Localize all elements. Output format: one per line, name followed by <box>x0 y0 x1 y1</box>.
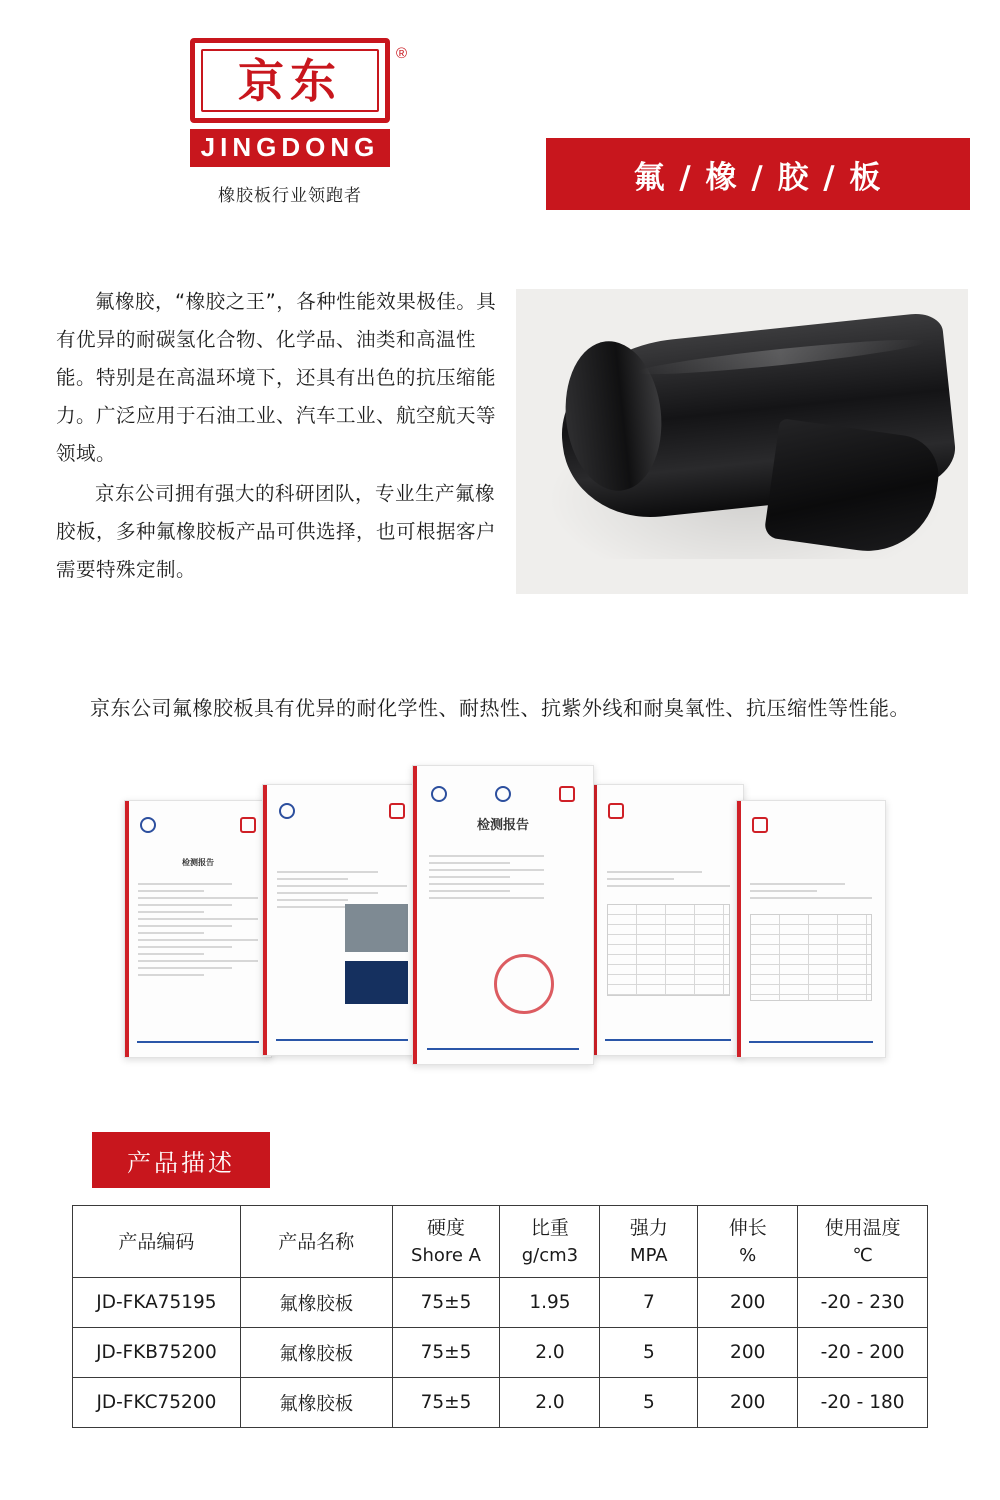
certificate-accent-bar <box>413 766 417 1064</box>
cell-temperature: -20 - 180 <box>798 1378 928 1428</box>
certificate-photo <box>345 904 408 953</box>
column-header-elongation <box>698 1206 798 1278</box>
cell-code: JD-FKB75200 <box>73 1328 241 1378</box>
accreditation-icon <box>140 817 156 833</box>
column-header-name <box>240 1206 392 1278</box>
certificate-footer-bar <box>749 1041 873 1043</box>
logo-english-name: JINGDONG <box>190 129 390 167</box>
column-header-strength-unit: MPA <box>630 1244 668 1266</box>
intro-paragraph-1: 氟橡胶，“橡胶之王”，各种性能效果极佳。具有优异的耐碳氢化合物、化学品、油类和高温性能。特别是在高温环境下，还具有出色的抗压缩能力。广泛应用于石油工业、汽车工业、航空航天等领域。 <box>56 290 497 465</box>
certificate-logos <box>140 814 257 837</box>
certificate-body-lines <box>138 883 258 1026</box>
accreditation-icon <box>752 817 768 833</box>
certificate-footer-bar <box>276 1039 409 1041</box>
certificate-card <box>412 765 594 1065</box>
cell-density: 2.0 <box>500 1328 600 1378</box>
cell-code: JD-FKA75195 <box>73 1278 241 1328</box>
cell-code: JD-FKC75200 <box>73 1378 241 1428</box>
certificate-logos <box>752 814 870 837</box>
product-spec-table <box>72 1205 928 1428</box>
cell-strength: 5 <box>600 1378 698 1428</box>
column-header-hardness <box>392 1206 500 1278</box>
cell-strength: 7 <box>600 1278 698 1328</box>
certificate-title: 检测报告 <box>476 817 529 833</box>
column-header-code-main: 产品编码 <box>118 1230 195 1253</box>
certificate-title: 检测报告 <box>182 858 214 868</box>
certificate-data-table <box>750 914 871 1001</box>
column-header-temperature-main: 使用温度 <box>824 1216 901 1239</box>
column-header-elongation-unit: % <box>739 1244 757 1266</box>
column-header-density-main: 比重 <box>530 1216 569 1239</box>
registered-trademark-icon: ® <box>395 45 407 62</box>
accreditation-icon <box>279 803 295 819</box>
table-header-row <box>73 1206 928 1278</box>
column-header-name-main: 产品名称 <box>278 1230 355 1253</box>
column-header-strength <box>600 1206 698 1278</box>
certificate-photo <box>345 961 408 1004</box>
certificate-footer-bar <box>137 1041 260 1043</box>
cell-elongation: 200 <box>698 1328 798 1378</box>
column-header-temperature <box>798 1206 928 1278</box>
intro-paragraph-2: 京东公司拥有强大的科研团队，专业生产氟橡胶板，多种氟橡胶板产品可供选择，也可根据客户需要特殊定制。 <box>56 482 497 581</box>
accreditation-icon <box>495 786 511 802</box>
brand-logo <box>190 38 407 206</box>
certificate-accent-bar <box>125 801 129 1057</box>
column-header-elongation-main: 伸长 <box>728 1216 767 1239</box>
table-row <box>73 1378 928 1428</box>
cell-density: 2.0 <box>500 1378 600 1428</box>
cell-hardness: 75±5 <box>392 1278 500 1328</box>
cell-hardness: 75±5 <box>392 1328 500 1378</box>
logo-frame <box>190 38 407 123</box>
certificate-accent-bar <box>263 785 267 1055</box>
accreditation-icon <box>389 803 405 819</box>
column-header-density <box>500 1206 600 1278</box>
company-seal-icon <box>494 954 554 1014</box>
cell-name: 氟橡胶板 <box>240 1278 392 1328</box>
accreditation-icon <box>240 817 256 833</box>
cell-strength: 5 <box>600 1328 698 1378</box>
product-photo <box>516 289 968 594</box>
cell-name: 氟橡胶板 <box>240 1328 392 1378</box>
table-body <box>73 1278 928 1428</box>
page-header <box>0 20 1000 230</box>
cell-name: 氟橡胶板 <box>240 1378 392 1428</box>
section-label-text: 产品描述 <box>127 1148 235 1177</box>
certificate-card <box>736 800 886 1058</box>
cell-density: 1.95 <box>500 1278 600 1328</box>
column-header-hardness-main: 硬度 <box>427 1216 466 1239</box>
certificate-footer-bar <box>605 1039 731 1041</box>
cell-elongation: 200 <box>698 1378 798 1428</box>
certificate-logos <box>431 781 575 808</box>
accreditation-icon <box>431 786 447 802</box>
accreditation-icon <box>608 803 624 819</box>
certificate-card <box>592 784 744 1056</box>
column-header-hardness-unit: Shore A <box>411 1244 481 1266</box>
column-header-strength-main: 强力 <box>629 1216 668 1239</box>
certificate-logos <box>608 799 728 823</box>
column-header-density-unit: g/cm3 <box>521 1244 579 1266</box>
section-label-product-description <box>92 1132 270 1188</box>
feature-statement: 京东公司氟橡胶板具有优异的耐化学性、耐热性、抗紫外线和耐臭氧性、抗压缩性等性能。 <box>90 696 910 720</box>
table-header <box>73 1206 928 1278</box>
certificate-gallery <box>0 762 1000 1102</box>
certificate-card <box>124 800 272 1058</box>
certificate-footer-bar <box>427 1048 578 1050</box>
banner-title-text: 氟 / 橡 / 胶 / 板 <box>633 159 883 196</box>
cell-temperature: -20 - 200 <box>798 1328 928 1378</box>
cell-temperature: -20 - 230 <box>798 1278 928 1328</box>
brand-slogan: 橡胶板行业领跑者 <box>218 186 362 206</box>
certificate-card <box>262 784 422 1056</box>
cell-elongation: 200 <box>698 1278 798 1328</box>
table-row <box>73 1278 928 1328</box>
intro-text-block <box>56 283 508 589</box>
accreditation-icon <box>559 786 575 802</box>
column-header-temperature-unit: ℃ <box>852 1244 873 1266</box>
cell-hardness: 75±5 <box>392 1378 500 1428</box>
logo-chinese-name: 京东 <box>238 53 342 108</box>
certificate-data-table <box>607 904 730 996</box>
certificate-logos <box>279 799 405 823</box>
certificate-accent-bar <box>737 801 741 1057</box>
column-header-code <box>73 1206 241 1278</box>
title-banner <box>546 138 970 210</box>
table-row <box>73 1328 928 1378</box>
